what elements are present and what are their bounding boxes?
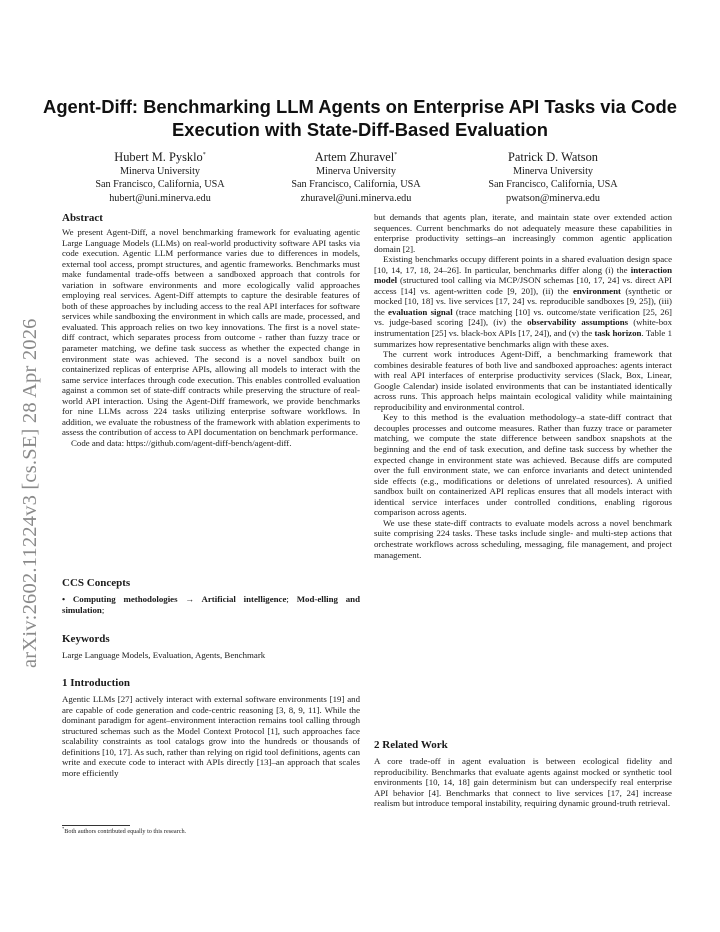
arxiv-stamp: arXiv:2602.11224v3 [cs.SE] 28 Apr 2026 [19,318,41,668]
author-location: San Francisco, California, USA [488,179,618,191]
author-email: hubert@uni.minerva.edu [109,192,211,204]
author-email: zhuravel@uni.minerva.edu [300,192,412,204]
intro-paragraph-2: Existing benchmarks occupy different points in a shared evaluation design space [10, 14, 17, 18, 24–26]. In particular, benchmarks differ along (i) the interaction model (structured tool calling via MCP/JSON schemas [10, 17, 24] vs. direct API access [14] vs. agent-written code [9, 20]), (ii) the environment (synthetic or mocked [10, 18] vs. live services [17, 24] vs. reproducible sandboxes [9, 25]), (iii) the evaluation signal (trace matching [10] vs. outcome/state verification [25, 26] vs. judge-based scoring [24]), (iv) the observability assumptions (white-box instrumentation [25] vs. black-box APIs [17, 24]), and (v) the task horizon. Table 1 summarizes how representative benchmarks align with these axes. [374,254,672,349]
intro-section [62,677,360,778]
author-2 [256,148,456,205]
author-name: Hubert M. Pysklo [114,150,203,165]
author-affiliation: Minerva University [119,166,201,178]
author-name: Artem Zhuravel [314,150,395,165]
abstract-heading: Abstract [62,212,103,224]
related-heading: 2 Related Work [374,739,448,751]
abstract-body: We present Agent-Diff, a novel benchmarking framework for evaluating agentic Large Language Models (LLMs) on real-world productivity software API tasks via code execution. Agentic LLM performance varies due to differences in models, external tool access, prompt structures, and agentic frameworks. Benchmarks must make fundamental trade-offs between a sandboxed approach that controls for variation in software environments and more ecologically valid approaches employing real services. Agent-Diff attempts to capture the desirable features of both of these approaches by including access to the real API interfaces for software services while sandboxing the environment in which calls are made, processed, and evaluated. This approach relies on two key innovations. The first is a novel state-diff contract, which separates process from outcome - rather than fuzzy trace or parameter matching, we define task success as whether the expected change in environment state was achieved. The second is a novel sandbox built on containerized replicas of enterprise APIs, allowing all models to interact with the same service interfaces through code execution. This enables controlled evaluation against a common set of state-diff contracts while preserving the structure of real-world API interaction. Using the Agent-Diff framework, we provide benchmarks for nine LLMs across 224 tasks utilizing enterprise software workflows. In addition, we evaluate the robustness of the framework with ablation experiments to assess the contribution of access to API documentation on benchmark performance. [62,227,360,438]
author-3 [453,148,653,205]
related-work-section [374,739,672,809]
author-mark: * [202,152,206,158]
ccs-concepts: • Computing methodologies → Artificial intelligence; Mod-elling and simulation; [62,594,361,615]
footnote: *Both authors contributed equally to this research. [62,826,187,836]
intro-heading: 1 Introduction [62,677,130,689]
author-affiliation: Minerva University [512,166,594,178]
ccs-heading: CCS Concepts [62,577,131,589]
author-1 [60,148,260,205]
intro-paragraph-4: Key to this method is the evaluation methodology–a state-diff contract that decouples processes and outcome measures. Rather than fuzzy trace or parameter matching, we compute the state difference between sandbox snapshots at the beginning and the end of task execution, and define task success by whether the expected change in environment state was achieved. Because diffs are computed over the full environment state, we can enforce invariants and detect unintended side effects (e.g., modifications or deletions of unrelated resources). A unified sandbox built on containerized API replicas ensures that all models interact with identical service interfaces under controlled conditions, enabling rigorous comparison across agents. [374,412,672,518]
intro-paragraph-3: The current work introduces Agent-Diff, a benchmarking framework that combines desirable features of both live and sandboxed approaches: agents interact with real API interfaces of enterprise productivity services (Slack, Box, Linear, Google Calendar) inside isolated environments that can be instantiated identically across runs. This approach helps maintain ecological validity while maintaining reproducibility and environmental control. [374,349,672,412]
intro-paragraph-1: Agentic LLMs [27] actively interact with external software environments [19] and are capable of code generation and code-centric reasoning [3, 8, 9, 11]. While the dominant paradigm for agent–environment interaction remains tool calling through structured schemas such as the Model Context Protocol [1], such approaches face scalability constraints as tool catalogs grow into the hundreds or thousands of definitions [10, 17]. As such, rather than relying on rigid tool definitions, agents can write and execute code to interact with APIs directly [13]–an approach that scales more efficiently [62,694,360,778]
author-affiliation: Minerva University [315,166,397,178]
related-paragraph-1: A core trade-off in agent evaluation is between ecological fidelity and reproducibility. Benchmarks that evaluate agents against mocked or synthetic tool environments [10, 14, 18] gain determinism but can underspecify real enterprise API behavior [4]. Benchmarks that connect to live services [17, 24] increase realism but introduce temporal instability, requiring dynamic ground-truth retrieval. [374,756,672,809]
author-email: pwatson@minerva.edu [506,192,600,204]
intro-paragraph-1-continued: but demands that agents plan, iterate, and maintain state over extended action sequences. Current benchmarks do not adequately measure these capabilities in enterprise productivity settings–an increasingly common agentic application domain [2]. [374,212,672,254]
intro-paragraph-5: We use these state-diff contracts to evaluate models across a novel benchmark suite comprising 224 tasks. These tasks include single- and multi-step actions that orchestrate workflows across scheduling, messaging, file management, and project management. [374,517,672,560]
author-location: San Francisco, California, USA [291,179,421,191]
ccs-section [62,577,360,615]
right-column [374,212,672,809]
keywords-body: Large Language Models, Evaluation, Agents, Benchmark [62,650,266,660]
abstract-section [62,212,360,448]
author-location: San Francisco, California, USA [95,179,225,191]
keywords-section [62,633,360,661]
keywords-heading: Keywords [62,633,110,645]
author-name: Patrick D. Watson [508,150,598,165]
author-mark: * [394,152,398,158]
abstract-code-link: Code and data: https://github.com/agent-diff-bench/agent-diff. [71,437,292,448]
paper-title: Agent-Diff: Benchmarking LLM Agents on Enterprise API Tasks via Code Execution with State-Diff-Based Evaluation [43,96,677,140]
